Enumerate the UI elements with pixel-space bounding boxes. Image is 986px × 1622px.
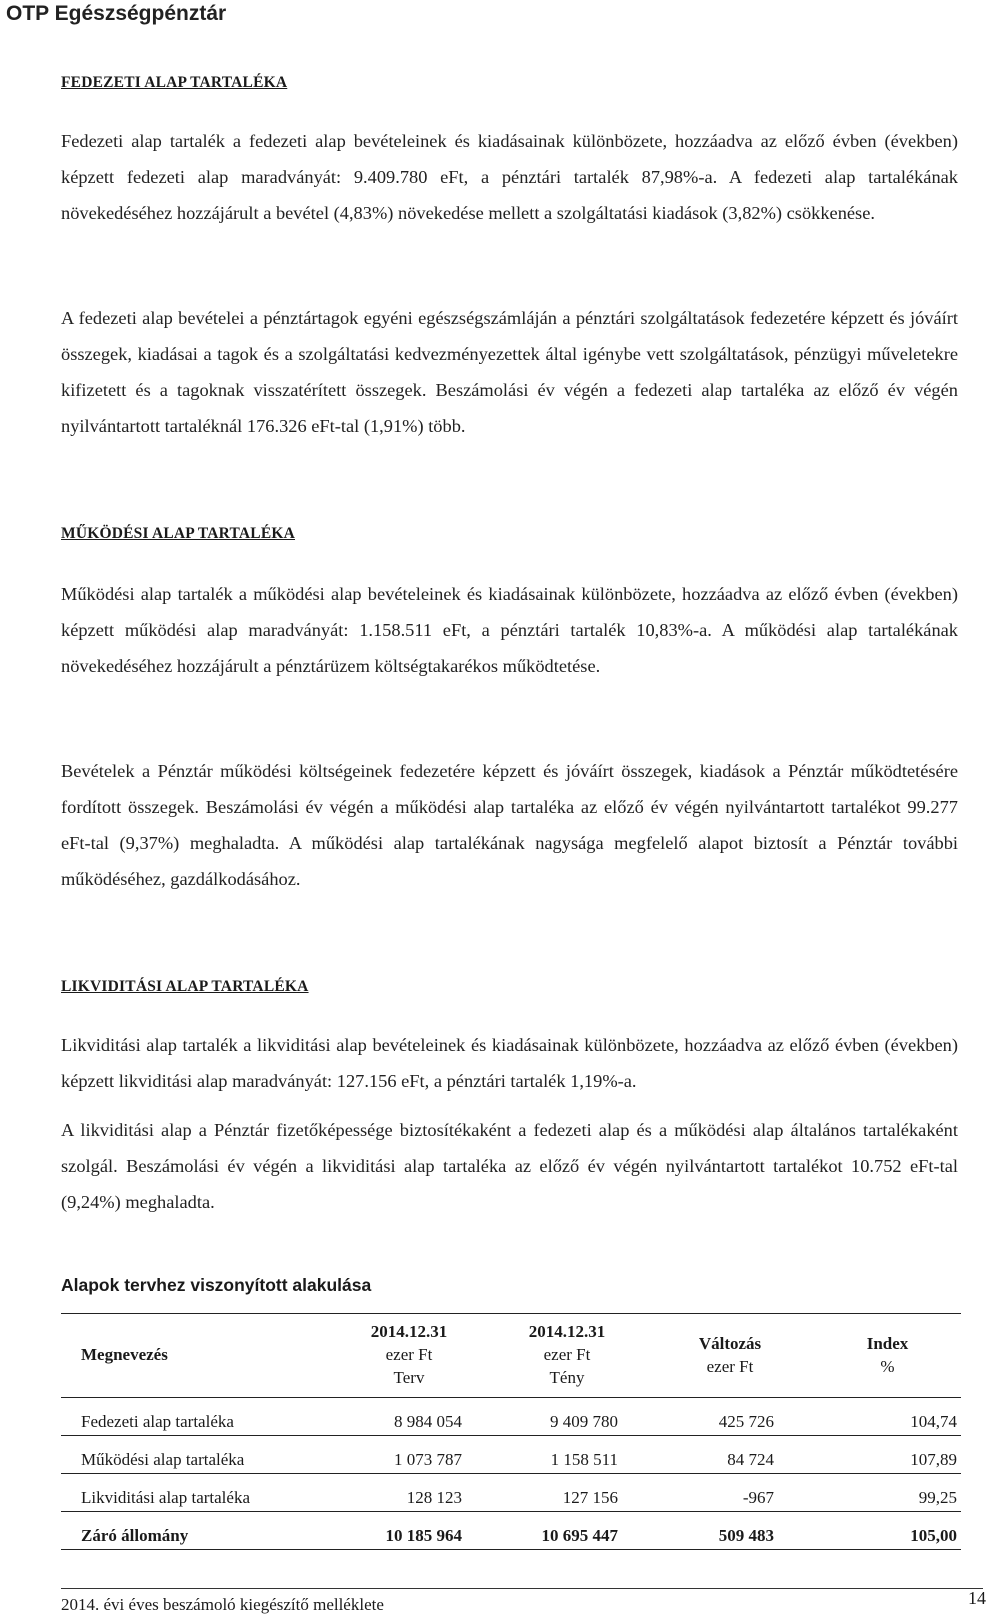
- footer-text: 2014. évi éves beszámoló kiegészítő melléklete: [61, 1595, 384, 1614]
- table-row: [61, 1398, 961, 1436]
- row-plan: 128 123: [406, 1488, 462, 1507]
- table-header-row: [61, 1314, 961, 1398]
- header-index: Index %: [866, 1333, 909, 1376]
- row-plan: 8 984 054: [394, 1412, 462, 1431]
- row-name: Likviditási alap tartaléka: [81, 1488, 250, 1507]
- section-title-mukodesi: MŰKÖDÉSI ALAP TARTALÉKA: [61, 525, 296, 542]
- header-plan: 2014.12.31 ezer Ft Terv: [370, 1322, 448, 1387]
- total-change: 509 483: [718, 1526, 774, 1545]
- row-index: 99,25: [918, 1488, 957, 1507]
- document-header-title: OTP Egészségpénztár: [6, 2, 227, 25]
- row-actual: 1 158 511: [550, 1450, 618, 1469]
- page-number: 14: [968, 1588, 986, 1608]
- paragraph-fedezeti-1: Fedezeti alap tartalék a fedezeti alap bevételeinek és kiadásainak különbözete, hozzáadva az előző évben (években) képzett fedezeti alap maradványát: 9.409.780 eFt, a pénztári tartalék 87,98%-a. A fedezeti alap tartalékának növekedéséhez hozzájárult a bevétel (4,83%) növekedése mellett a szolgáltatási kiadások (3,82%) csökkenése.: [61, 131, 958, 223]
- funds-table: [61, 1313, 961, 1550]
- total-name: Záró állomány: [81, 1526, 189, 1545]
- row-name: Fedezeti alap tartaléka: [81, 1412, 234, 1431]
- total-plan: 10 185 964: [385, 1526, 462, 1545]
- paragraph-mukodesi-1: Működési alap tartalék a működési alap bevételeinek és kiadásainak különbözete, hozzáadva az előző évben (években) képzett működési alap maradványát: 1.158.511 eFt, a pénztári tartalék 10,83%-a. A működési alap tartalékának növekedéséhez hozzájárult a pénztárüzem költségtakarékos működtetése.: [61, 584, 958, 676]
- header-change: Változás ezer Ft: [698, 1333, 762, 1376]
- row-actual: 9 409 780: [550, 1412, 618, 1431]
- paragraph-likviditasi-1: Likviditási alap tartalék a likviditási alap bevételeinek és kiadásainak különbözete, hozzáadva az előző évben (években) képzett likviditási alap maradványát: 127.156 eFt, a pénztári tartalék 1,19%-a.: [61, 1035, 958, 1091]
- row-index: 107,89: [910, 1450, 957, 1469]
- paragraph-mukodesi-2: Bevételek a Pénztár működési költségeinek fedezetére képzett és jóváírt összegek, kiadások a Pénztár működtetésére fordított összegek. Beszámolási év végén a működési alap tartaléka az előző év végén nyilvántartott tartalékot 99.277 eFt-tal (9,37%) meghaladta. A működési alap tartalékának nagysága megfelelő alapot biztosít a Pénztár további működéséhez, gazdálkodásához.: [61, 761, 958, 889]
- row-actual: 127 156: [562, 1488, 618, 1507]
- total-actual: 10 695 447: [541, 1526, 618, 1545]
- paragraph-fedezeti-2: A fedezeti alap bevételei a pénztártagok egyéni egészségszámláján a pénztári szolgáltatások fedezetére képzett és jóváírt összegek, kiadásai a tagok és a szolgáltatási kedvezményezettek által igénybe vett szolgáltatások, pénzügyi műveletekre kifizetett és a tagoknak visszatérített összegek. Beszámolási év végén a fedezeti alap tartaléka az előző év végén nyilvántartott tartaléknál 176.326 eFt-tal (1,91%) több.: [61, 308, 958, 436]
- row-change: 84 724: [727, 1450, 774, 1469]
- footer-divider: [61, 1588, 983, 1589]
- table-row: [61, 1474, 961, 1512]
- total-index: 105,00: [910, 1526, 957, 1545]
- row-plan: 1 073 787: [394, 1450, 462, 1469]
- header-actual: 2014.12.31 ezer Ft Tény: [528, 1322, 606, 1387]
- section-title-fedezeti: FEDEZETI ALAP TARTALÉKA: [61, 74, 288, 91]
- row-change: 425 726: [718, 1412, 774, 1431]
- paragraph-likviditasi-2: A likviditási alap a Pénztár fizetőképessége biztosítékaként a fedezeti alap és a működési alap általános tartalékaként szolgál. Beszámolási év végén a likviditási alap tartaléka az előző év végén nyilvántartott tartalékot 10.752 eFt-tal (9,24%) meghaladta.: [61, 1120, 958, 1212]
- table-total-row: [61, 1512, 961, 1550]
- table-row: [61, 1436, 961, 1474]
- table-title: Alapok tervhez viszonyított alakulása: [61, 1275, 372, 1295]
- section-title-likviditasi: LIKVIDITÁSI ALAP TARTALÉKA: [61, 978, 309, 995]
- row-name: Működési alap tartaléka: [81, 1450, 245, 1469]
- header-name: Megnevezés: [81, 1345, 168, 1364]
- row-change: -967: [742, 1488, 774, 1507]
- row-index: 104,74: [910, 1412, 957, 1431]
